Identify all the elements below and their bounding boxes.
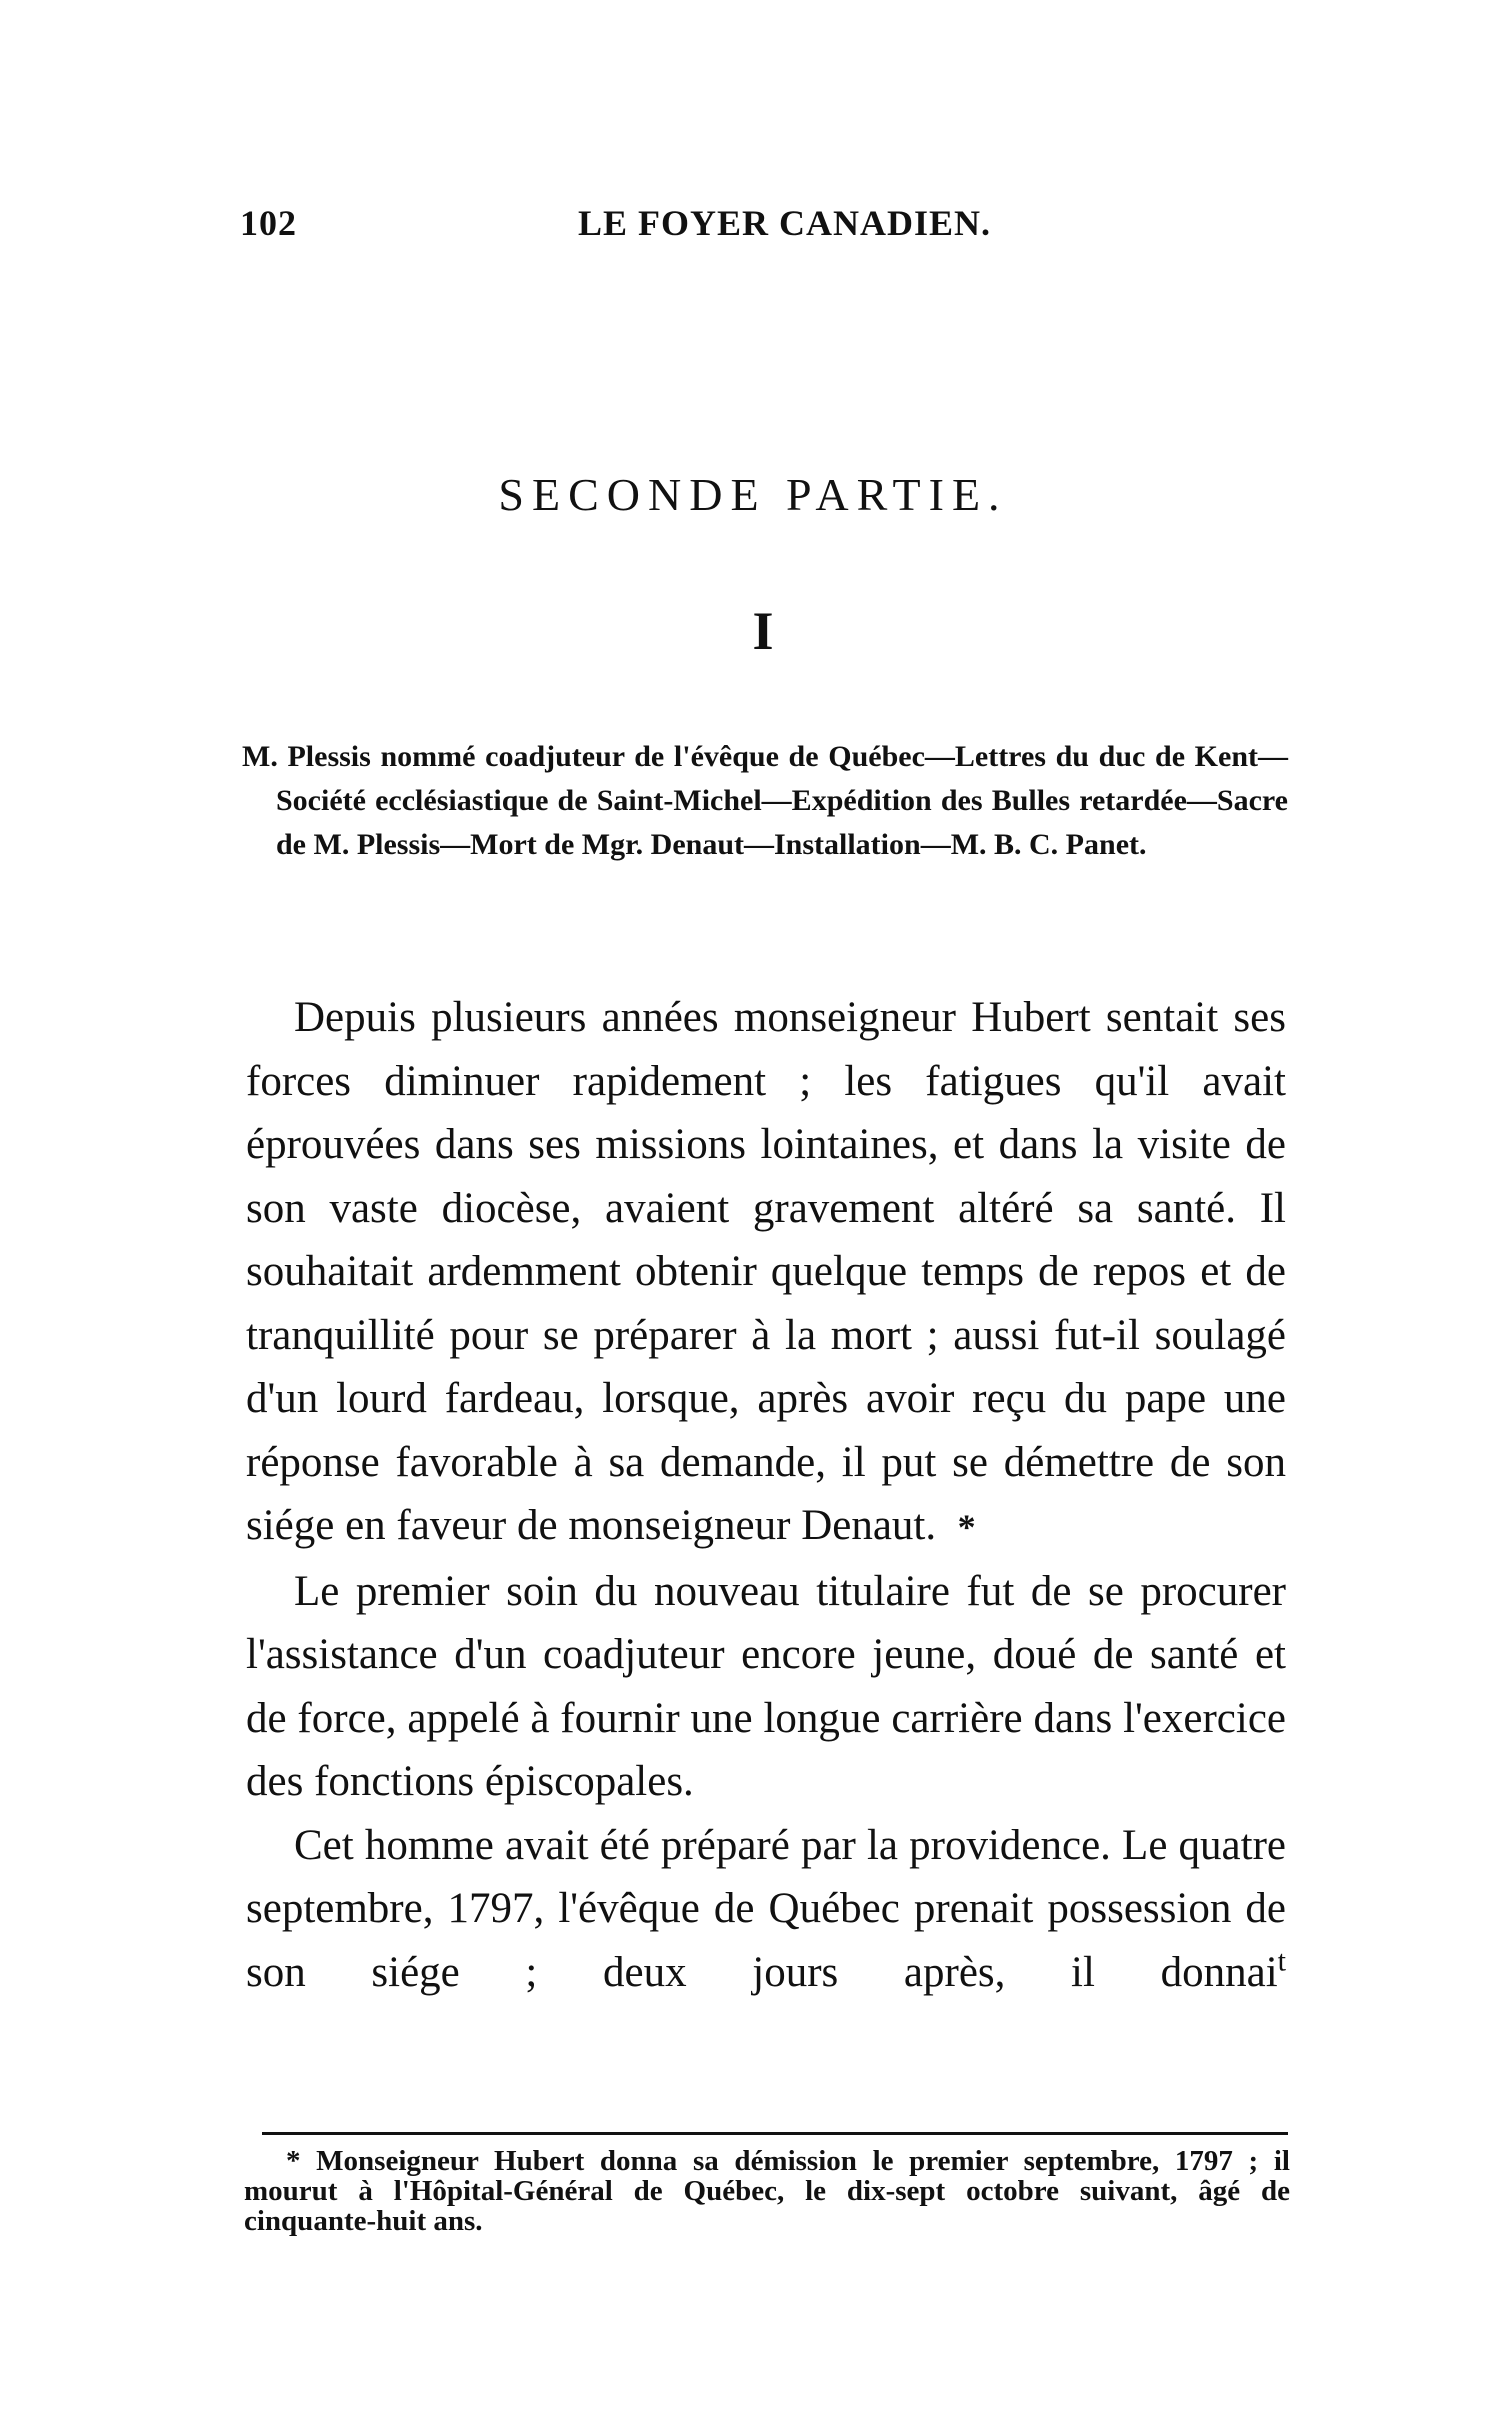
body-text xyxy=(246,986,1286,2004)
chapter-number: I xyxy=(752,601,774,661)
paragraph-text: Le premier soin du nouveau titulaire fut de se procurer l'assistance d'un coadjuteur encore jeune, doué de santé et de force, appelé à fournir une longue carrière dans l'exercice des fonctions épiscopales. xyxy=(246,1567,1286,1805)
footnote-divider xyxy=(262,2132,1288,2135)
footnote-reference: * xyxy=(957,1507,976,1547)
page-number: 102 xyxy=(240,203,297,243)
footnote-marker: * xyxy=(286,2145,301,2177)
running-head xyxy=(240,202,1240,252)
paragraph-text: Cet homme avait été préparé par la providence. Le quatre septembre, 1797, l'évêque de Québec prenait possession de son siége ; deux jours après, il donnai xyxy=(246,1821,1286,1996)
chapter-summary: M. Plessis nommé coadjuteur de l'évêque de Québec—Lettres du duc de Kent—Société ecclésiastique de Saint-Michel—Expédition des Bulles retardée—Sacre de M. Plessis—Mort de Mgr. Denaut—Installation—M. B. C. Panet. xyxy=(242,740,1288,861)
footnote xyxy=(244,2146,1290,2236)
paragraph xyxy=(246,986,1286,1560)
journal-title: LE FOYER CANADIEN. xyxy=(578,203,992,243)
paragraph xyxy=(246,1560,1286,1814)
paragraph xyxy=(246,1814,1286,2005)
footnote-text: Monseigneur Hubert donna sa démission le premier septembre, 1797 ; il mourut à l'Hôpital-Général de Québec, le dix-sept octobre suivant, âgé de cinquante-huit ans. xyxy=(244,2145,1290,2237)
catchword: t xyxy=(1277,1944,1286,1978)
part-title: SECONDE PARTIE. xyxy=(498,469,1008,520)
paragraph-text: Depuis plusieurs années monseigneur Hubert sentait ses forces diminuer rapidement ; les fatigues qu'il avait éprouvées dans ses missions lointaines, et dans la visite de son vaste diocèse, avaient gravement altéré sa santé. Il souhaitait ardemment obtenir quelque temps de repos et de tranquillité pour se préparer à la mort ; aussi fut-il soulagé d'un lourd fardeau, lorsque, après avoir reçu du pape une réponse favorable à sa demande, il put se démettre de son siége en faveur de monseigneur Denaut. xyxy=(246,994,1286,1549)
